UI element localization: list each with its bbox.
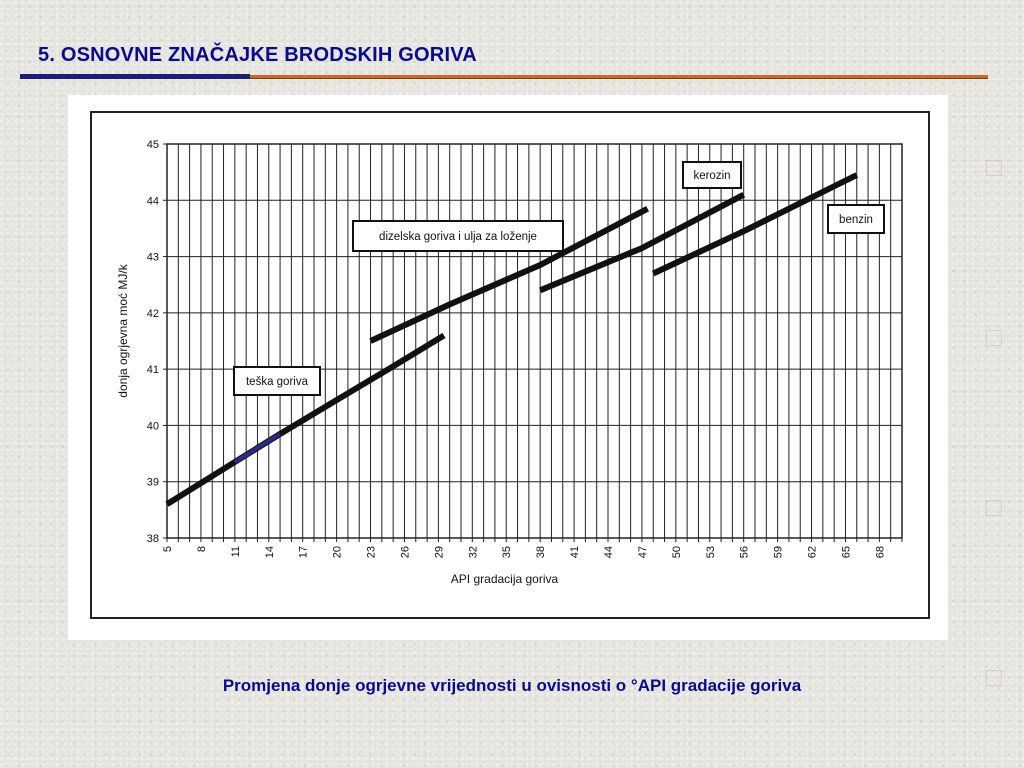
y-tick-label: 41 xyxy=(146,364,159,377)
y-tick-label: 45 xyxy=(146,139,159,151)
annotation-label: benzin xyxy=(839,214,873,226)
x-tick-label: 26 xyxy=(399,546,412,559)
chart xyxy=(68,95,948,640)
title-underline-blue xyxy=(20,74,250,79)
decorative-pattern xyxy=(978,150,1008,710)
x-tick-label: 23 xyxy=(365,546,378,559)
x-tick-label: 11 xyxy=(229,546,242,558)
y-tick-label: 44 xyxy=(146,195,159,208)
x-tick-label: 14 xyxy=(263,546,276,559)
plot-area xyxy=(167,144,902,538)
x-tick-label: 62 xyxy=(806,546,819,559)
chart-caption: Promjena donje ogrjevne vrijednosti u ovisnosti o °API gradacije goriva xyxy=(222,676,802,695)
annotation-label: dizelska goriva i ulja za loženje xyxy=(379,231,537,243)
y-tick-label: 40 xyxy=(146,420,159,433)
x-tick-label: 29 xyxy=(433,546,446,559)
x-tick-label: 68 xyxy=(874,546,887,559)
x-tick-label: 8 xyxy=(195,546,208,553)
x-tick-label: 20 xyxy=(331,546,344,559)
slide-title: 5. OSNOVNE ZNAČAJKE BRODSKIH GORIVA xyxy=(38,44,477,66)
annotation-label: teška goriva xyxy=(245,376,309,388)
x-tick-label: 32 xyxy=(467,546,480,559)
y-tick-label: 43 xyxy=(146,251,159,264)
x-tick-label: 53 xyxy=(704,546,717,559)
y-axis-label: donja ogrjevna moć MJ/k xyxy=(116,264,130,398)
y-tick-label: 38 xyxy=(146,533,159,545)
title-underline xyxy=(20,74,988,79)
x-tick-label: 35 xyxy=(501,546,514,559)
x-tick-label: 17 xyxy=(297,546,310,559)
x-tick-label: 50 xyxy=(670,546,683,559)
x-tick-label: 44 xyxy=(603,546,615,559)
x-tick-label: 5 xyxy=(162,546,174,553)
x-tick-label: 47 xyxy=(636,546,649,559)
x-tick-label: 41 xyxy=(569,546,582,559)
x-tick-label: 59 xyxy=(772,546,785,559)
title-underline-orange xyxy=(250,75,988,79)
x-tick-label: 65 xyxy=(840,546,853,559)
x-tick-label: 56 xyxy=(738,546,751,559)
y-tick-label: 42 xyxy=(146,307,159,320)
x-axis-label: API gradacija goriva xyxy=(450,572,559,586)
x-tick-label: 38 xyxy=(535,546,548,559)
y-tick-label: 39 xyxy=(146,476,159,489)
chart-panel xyxy=(68,95,948,640)
annotation-label: kerozin xyxy=(693,170,731,182)
